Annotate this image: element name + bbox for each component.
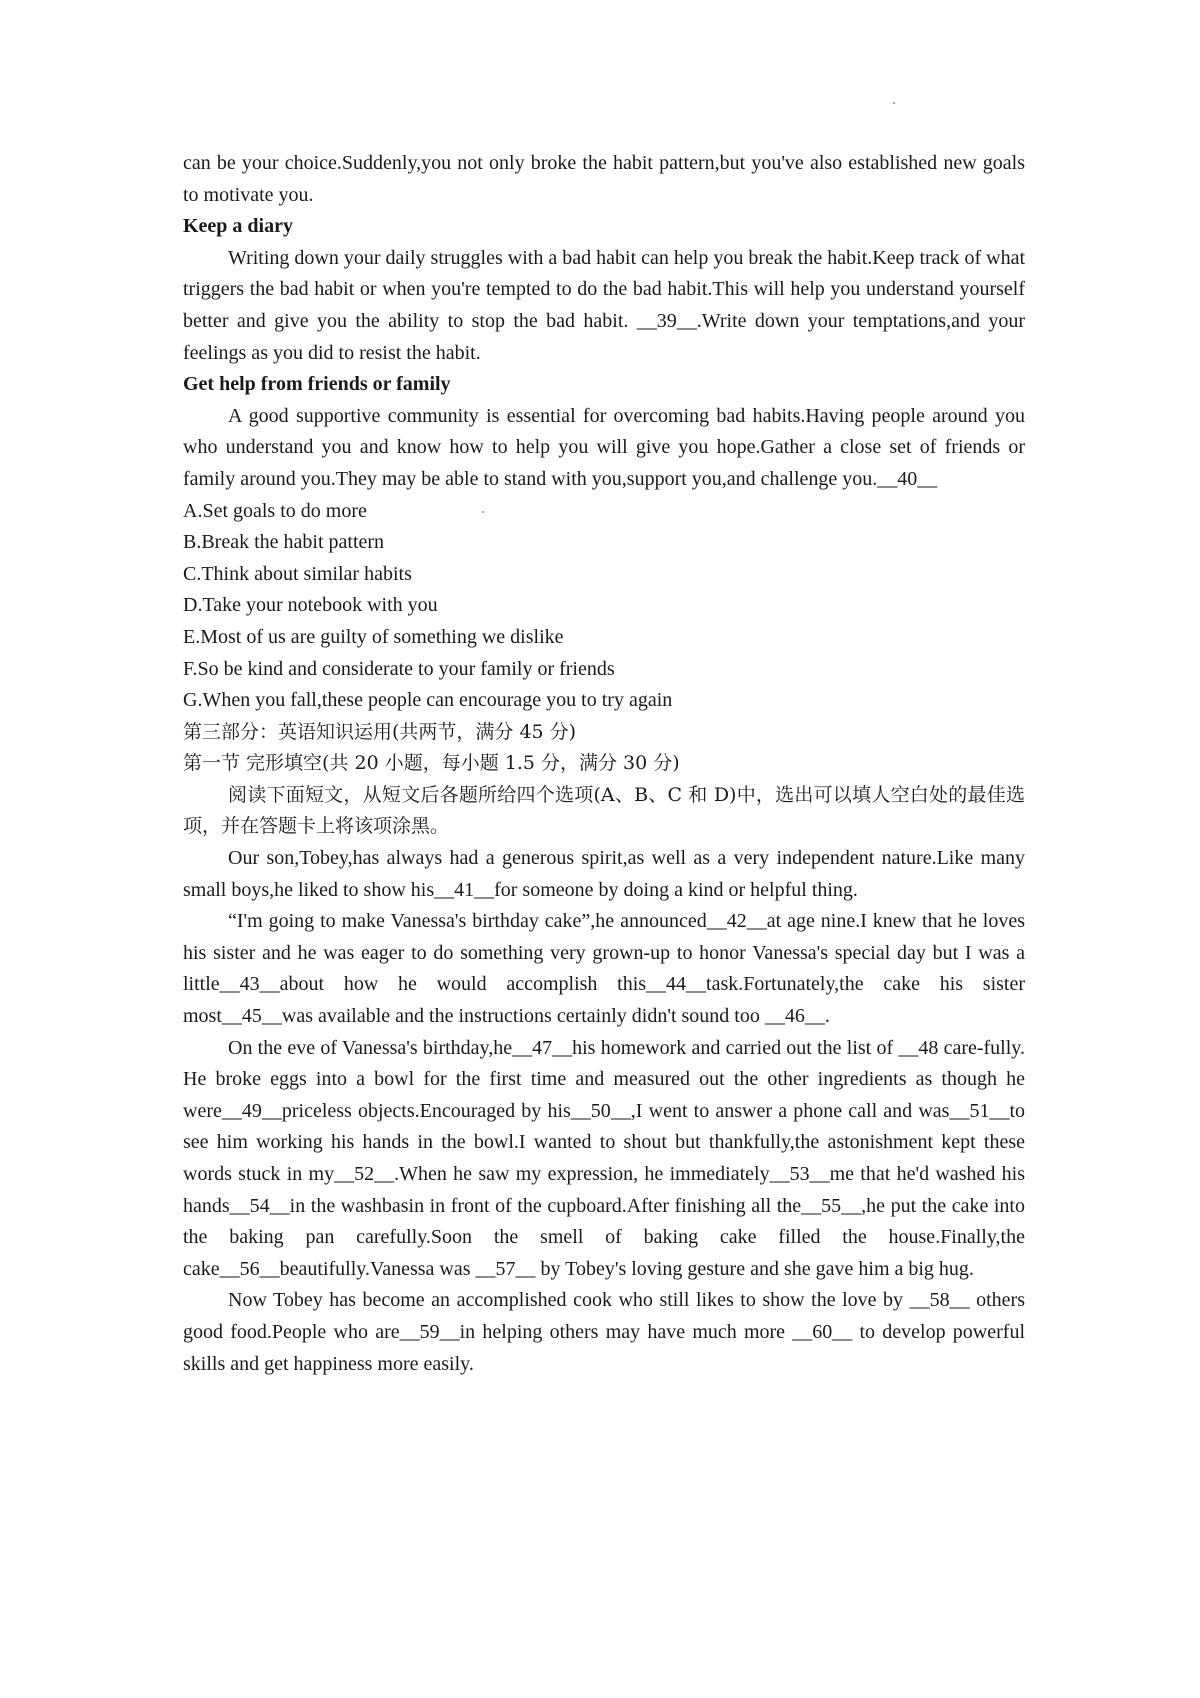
cloze-instructions: 阅读下面短文，从短文后各题所给四个选项(A、B、C 和 D)中，选出可以填人空白处的最佳选项，并在答题卡上将该项涂黑。 [183,783,1025,838]
cloze-paragraph-3: On the eve of Vanessa's birthday,he__47__his homework and carried out the list of __48 care-fully. He broke eggs into a bowl for the first time and measured out the other ingredients as though he were__49__priceless objects.Encouraged by his__50__,I went to answer a phone call and was__51__to see him working his hands in the bowl.I wanted to shout but thankfully,the astonishment kept these words stuck in my__52__.When he saw my expression, he immediately__53__me that he'd washed his hands__54__in the washbasin in front of the cupboard.After finishing all the__55__,he put the cake into the baking pan carefully.Soon the smell of baking cake filled the house.Finally,the cake__56__beautifully.Vanessa was __57__ by Tobey's loving gesture and she gave him a big hug. [183,1036,1025,1280]
option-c: C.Think about similar habits [183,562,412,585]
part-three-title: 第三部分：英语知识运用(共两节，满分 45 分) [183,720,577,743]
option-a: A.Set goals to do more [183,499,367,522]
section-heading-get-help: Get help from friends or family [183,373,451,396]
cloze-paragraph-4: Now Tobey has become an accomplished cook who still likes to show the love by __58__ others good food.People who are__59__in helping others may have much more __60__ to develop powerful skills and get happiness more easily. [183,1289,1025,1375]
cloze-paragraph-1: Our son,Tobey,has always had a generous spirit,as well as a very independent nature.Like many small boys,he liked to show his__41__for someone by doing a kind or helpful thing. [183,847,1025,901]
option-b: B.Break the habit pattern [183,531,385,554]
section-heading-keep-a-diary: Keep a diary [183,215,293,238]
section-body-keep-a-diary: Writing down your daily struggles with a bad habit can help you break the habit.Keep track of what triggers the bad habit or when you're tempted to do the bad habit.This will help you understand yourself better and give you the ability to stop the bad habit. __39__.Write down your temptations,and your feelings as you did to resist the habit. [183,246,1025,364]
option-g: G.When you fall,these people can encourage you to try again [183,689,673,712]
passage-continuation: can be your choice.Suddenly,you not only broke the habit pattern,but you've also established new goals to motivate you. [183,152,1025,206]
scan-speck [893,102,895,104]
document-page [183,148,1025,1380]
section-one-title: 第一节 完形填空(共 20 小题，每小题 1.5 分，满分 30 分) [183,752,680,775]
option-f: F.So be kind and considerate to your family or friends [183,657,615,680]
option-e: E.Most of us are guilty of something we dislike [183,625,564,648]
option-d: D.Take your notebook with you [183,594,438,617]
cloze-paragraph-2: “I'm going to make Vanessa's birthday cake”,he announced__42__at age nine.I knew that he loves his sister and he was eager to do something very grown-up to honor Vanessa's special day but I was a little__43__about how he would accomplish this__44__task.Fortunately,the cake his sister most__45__was available and the instructions certainly didn't sound too __46__. [183,910,1025,1028]
section-body-get-help: A good supportive community is essential for overcoming bad habits.Having people around you who understand you and know how to help you will give you hope.Gather a close set of friends or family around you.They may be able to stand with you,support you,and challenge you.__40__ [183,404,1025,490]
